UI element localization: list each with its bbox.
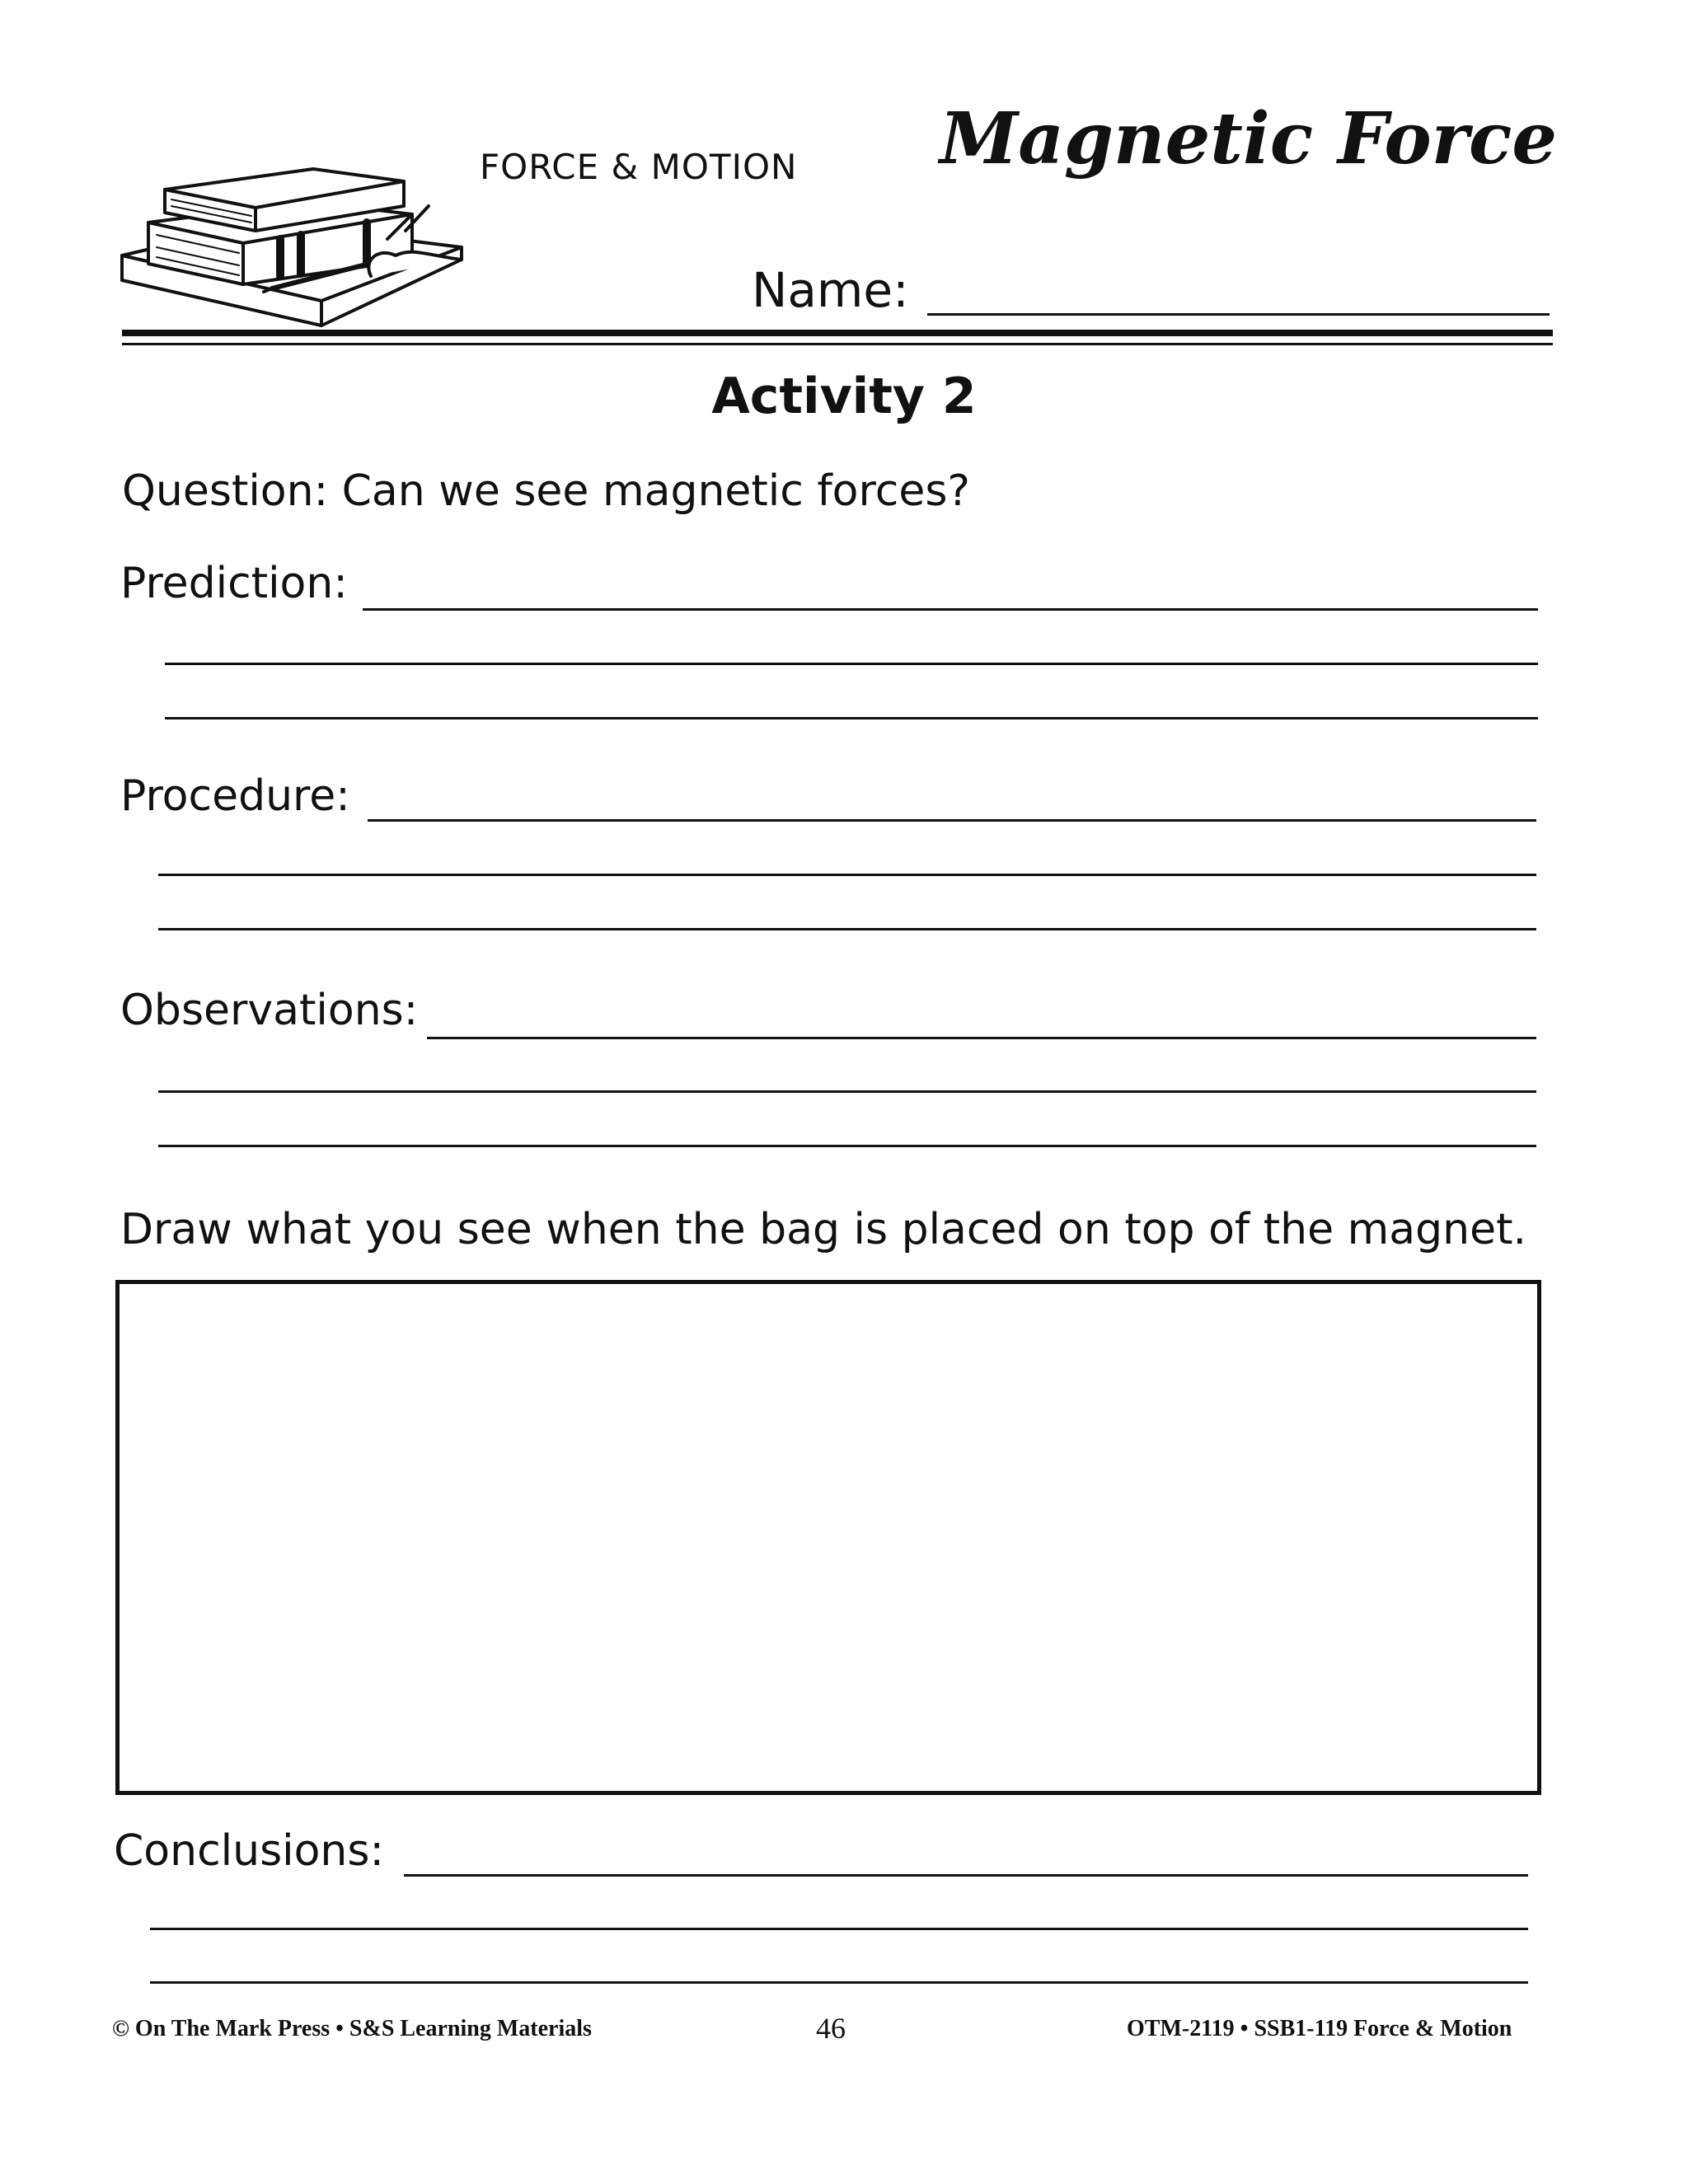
conclusions-line[interactable] (404, 1874, 1528, 1877)
footer-copyright: © On The Mark Press • S&S Learning Materials (112, 2016, 592, 2041)
observations-line[interactable] (427, 1037, 1536, 1039)
observations-line[interactable] (158, 1145, 1536, 1147)
procedure-line[interactable] (368, 819, 1536, 822)
series-label: FORCE & MOTION (480, 147, 798, 187)
prediction-line[interactable] (165, 717, 1538, 719)
drawing-box[interactable] (115, 1280, 1541, 1795)
procedure-line[interactable] (158, 874, 1536, 876)
procedure-line[interactable] (158, 928, 1536, 930)
page-number: 46 (816, 2012, 846, 2045)
conclusions-line[interactable] (150, 1981, 1528, 1984)
question-text: Question: Can we see magnetic forces? (122, 466, 971, 516)
name-answer-line[interactable] (927, 313, 1550, 316)
activity-title: Activity 2 (711, 368, 977, 425)
prediction-line[interactable] (165, 663, 1538, 665)
observations-line[interactable] (158, 1090, 1536, 1093)
footer-product-code: OTM-2119 • SSB1-119 Force & Motion (1127, 2016, 1512, 2041)
header-divider-thin (122, 343, 1553, 345)
header-divider (122, 330, 1553, 336)
draw-instruction: Draw what you see when the bag is placed on top of the magnet. (120, 1205, 1526, 1254)
conclusions-label: Conclusions: (114, 1826, 384, 1876)
prediction-label: Prediction: (120, 559, 348, 608)
procedure-label: Procedure: (120, 771, 350, 821)
page-title: Magnetic Force (940, 97, 1558, 180)
name-label: Name: (752, 262, 909, 318)
books-on-desk-icon (115, 124, 478, 330)
prediction-line[interactable] (363, 608, 1538, 611)
observations-label: Observations: (120, 986, 419, 1035)
conclusions-line[interactable] (150, 1928, 1528, 1930)
